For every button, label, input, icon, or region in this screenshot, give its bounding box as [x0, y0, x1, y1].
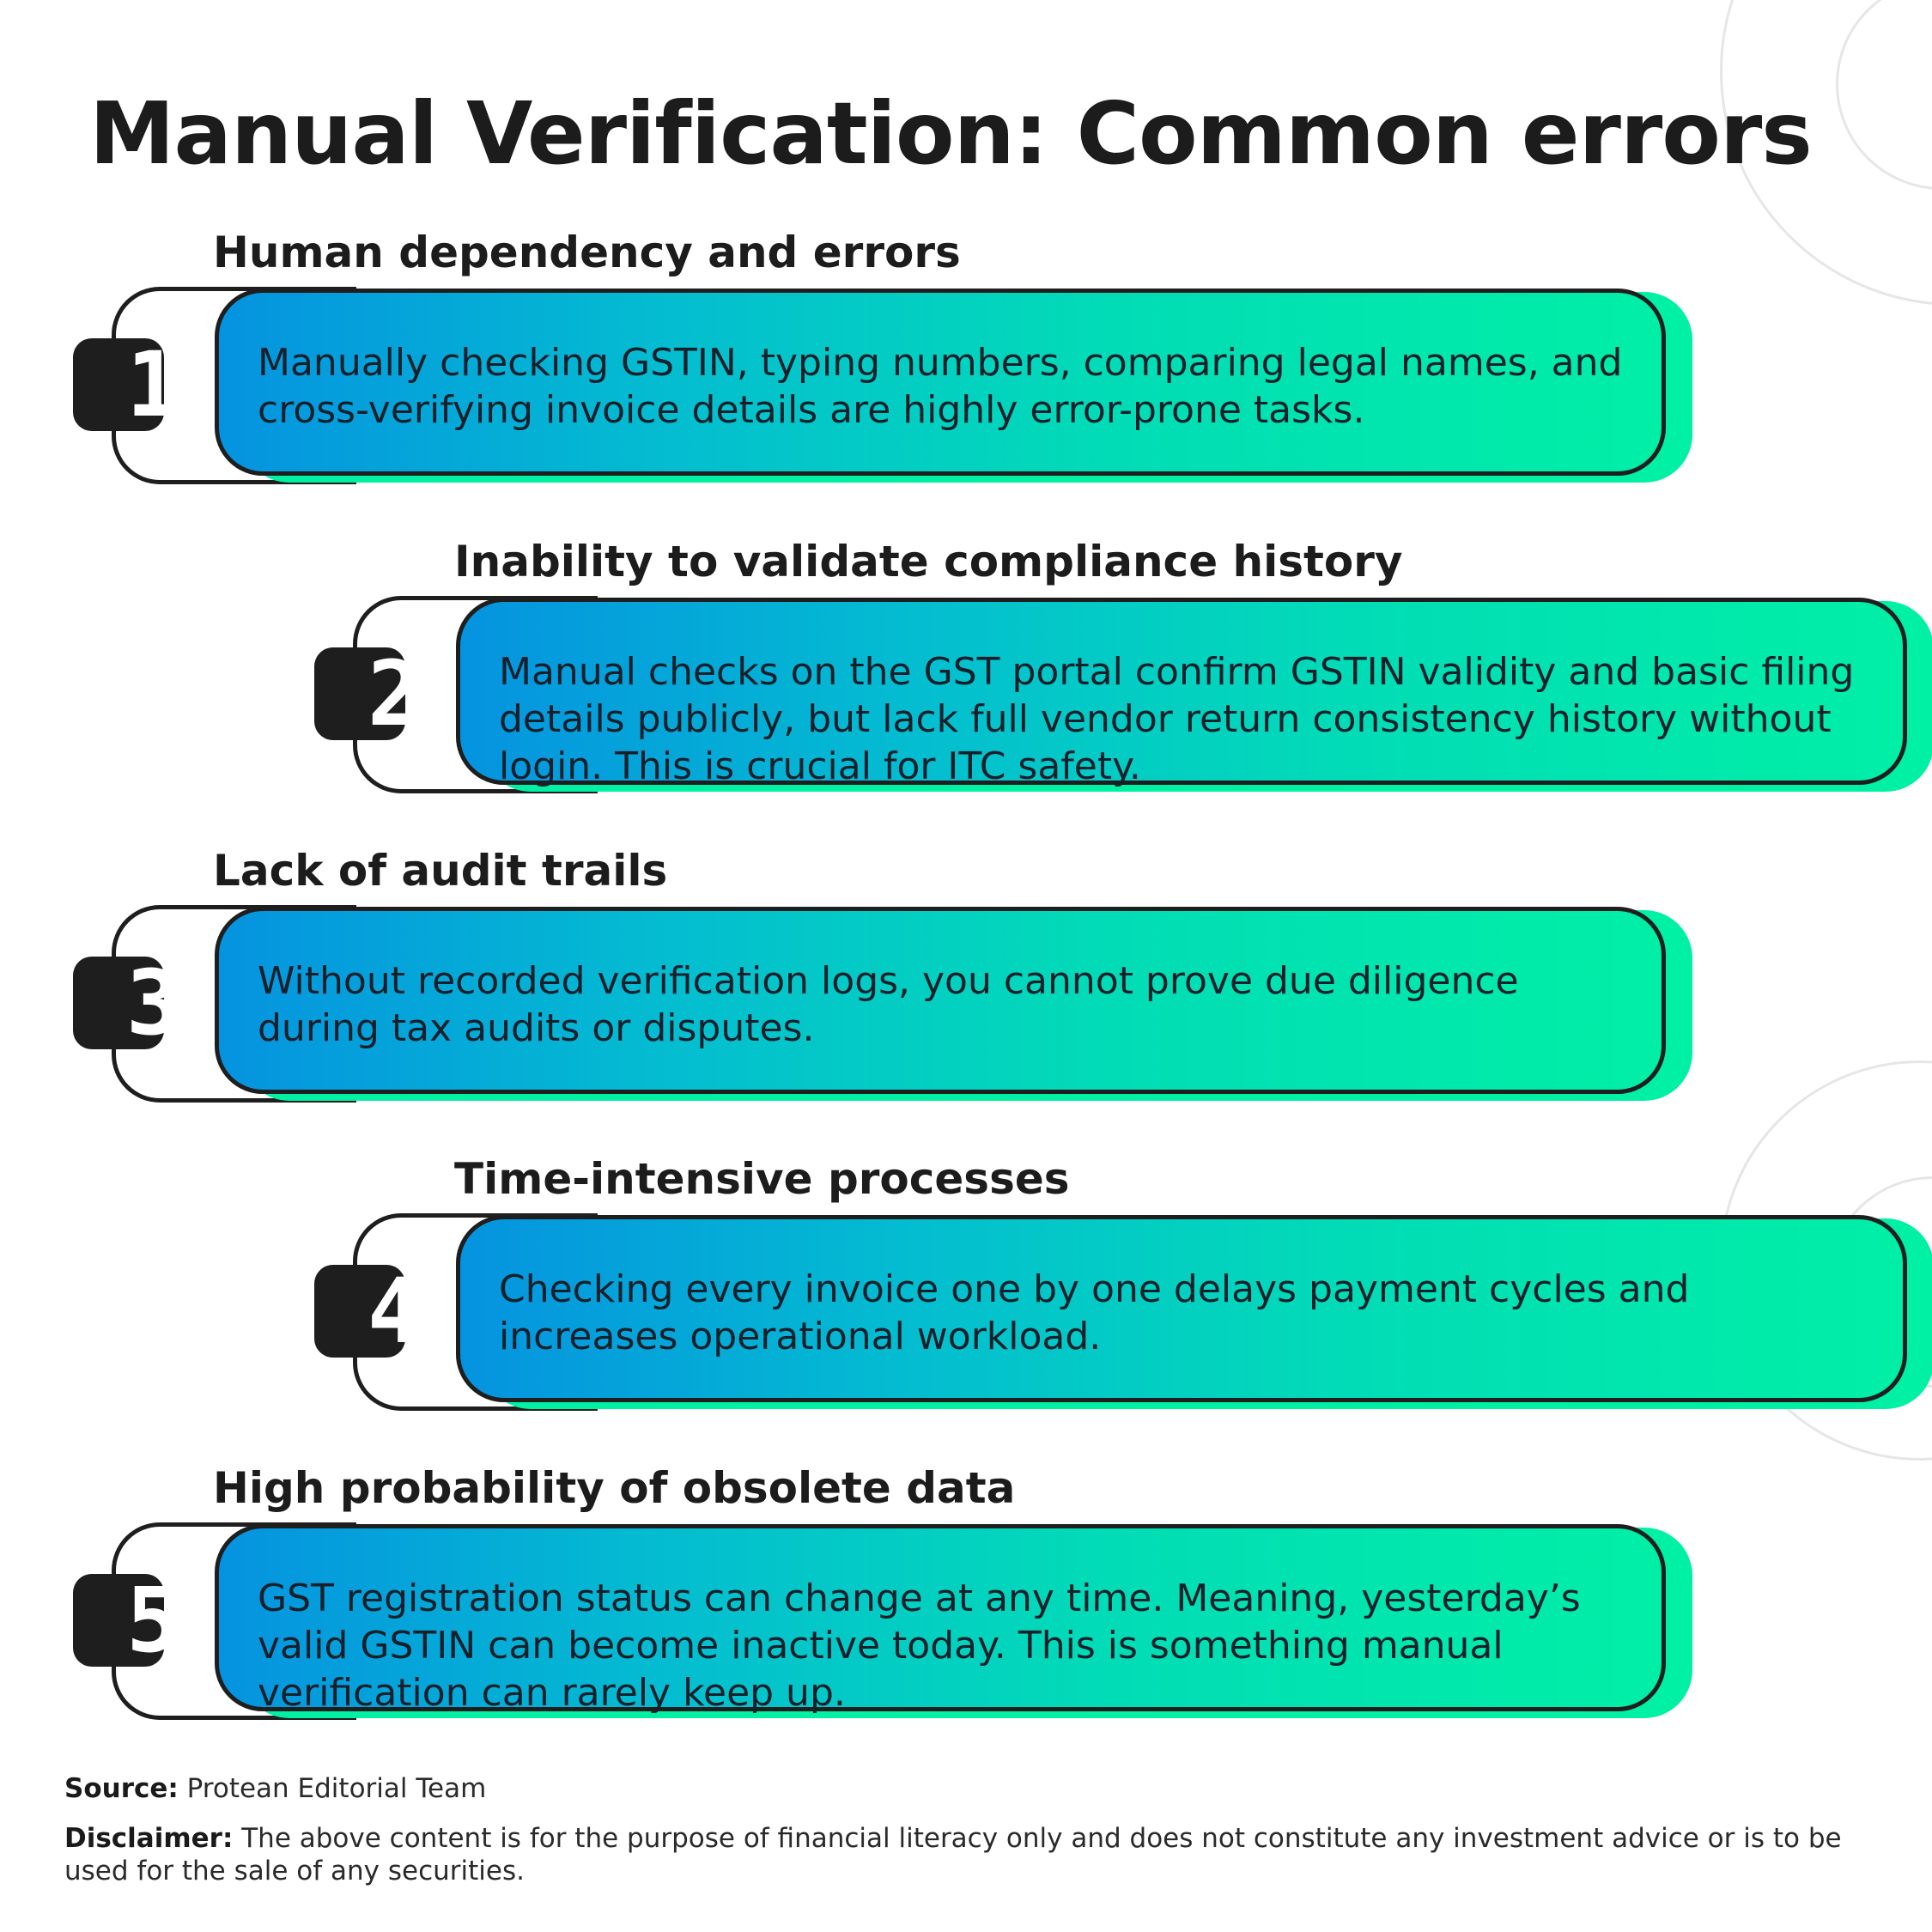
item-description: Manual checks on the GST portal confirm GSTIN validity and basic filing details publicly, but lack full vendor return consistency history without login. This is crucial for ITC safety.: [499, 650, 1855, 788]
item-description: GST registration status can change at any time. Meaning, yesterday’s valid GSTIN can become inactive today. This is something manual verification can rarely keep up.: [258, 1577, 1581, 1715]
list-item: [73, 843, 1576, 1066]
item-description: Manually checking GSTIN, typing numbers, comparing legal names, and cross-verifying invoice details are highly error-prone tasks.: [258, 341, 1623, 432]
item-heading: High probability of obsolete data: [213, 1463, 1016, 1513]
list-item: [73, 1461, 1581, 1715]
source-label: Source:: [64, 1773, 179, 1804]
item-number: 3: [126, 951, 180, 1055]
source-text: Protean Editorial Team: [186, 1773, 487, 1804]
source-note: [64, 1772, 486, 1805]
disclaimer-label: Disclaimer:: [64, 1823, 234, 1854]
list-item: [314, 534, 1855, 788]
list-item: [73, 225, 1623, 448]
item-number: 4: [368, 1259, 422, 1364]
page-title: Manual Verification: Common errors: [89, 83, 1812, 184]
item-number: 1: [126, 332, 180, 437]
item-description: Checking every invoice one by one delays payment cycles and increases operational workload.: [499, 1267, 1690, 1358]
item-heading: Lack of audit trails: [213, 846, 668, 896]
item-heading: Time-intensive processes: [454, 1154, 1070, 1204]
disclaimer-text: The above content is for the purpose of financial literacy only and does not constitute any investment advice or is to be used for the sale of any securities.: [64, 1823, 1842, 1886]
list-item: [314, 1151, 1817, 1375]
item-description: Without recorded verification logs, you cannot prove due diligence during tax audits or disputes.: [258, 959, 1519, 1050]
item-number: 2: [368, 641, 422, 746]
disclaimer-note: [64, 1822, 1876, 1887]
item-number: 5: [126, 1568, 180, 1673]
item-heading: Human dependency and errors: [213, 228, 961, 277]
item-heading: Inability to validate compliance history: [454, 537, 1403, 586]
